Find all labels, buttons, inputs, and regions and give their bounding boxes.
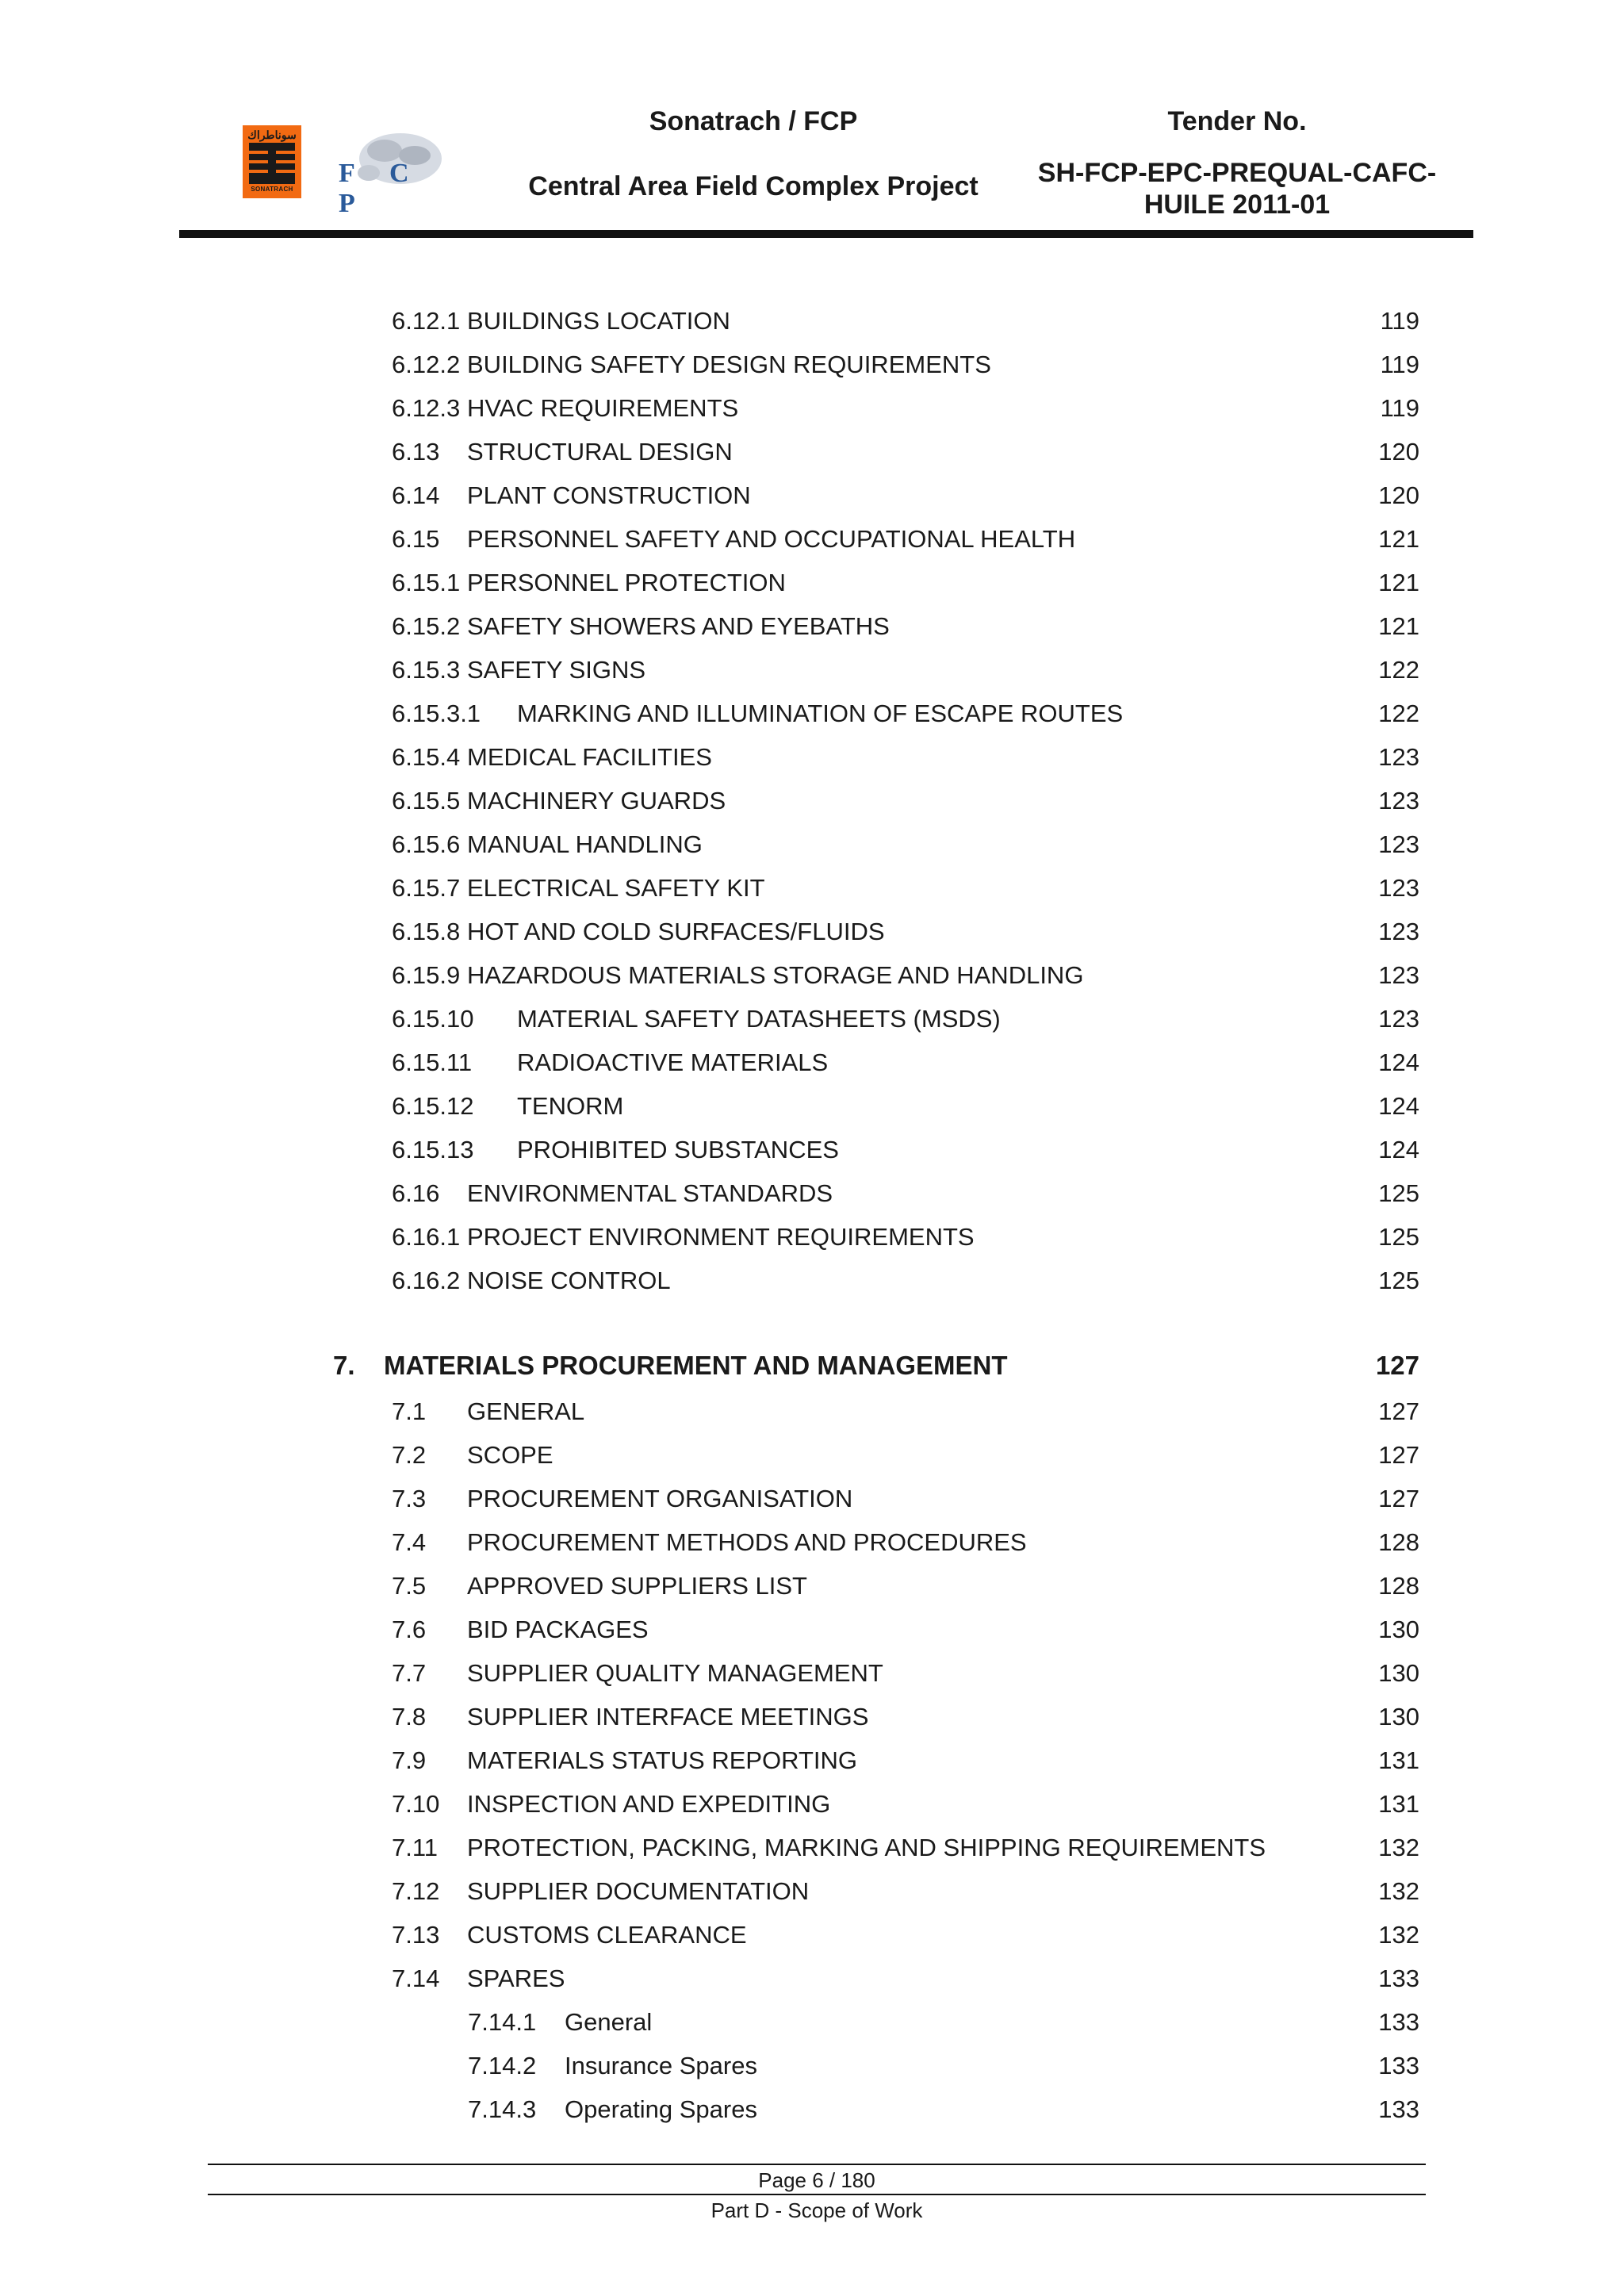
toc-page-number: 130 — [1378, 1703, 1419, 1731]
toc-title: BUILDING SAFETY DESIGN REQUIREMENTS — [467, 351, 991, 378]
toc-row[interactable] — [392, 391, 1419, 426]
sonatrach-emblem-icon — [249, 143, 295, 184]
toc-title: PROJECT ENVIRONMENT REQUIREMENTS — [467, 1223, 975, 1251]
toc-row[interactable] — [392, 1176, 1419, 1211]
toc-page-number: 132 — [1378, 1877, 1419, 1905]
toc-title: ENVIRONMENTAL STANDARDS — [467, 1179, 833, 1207]
toc-page-number: 127 — [1378, 1397, 1419, 1425]
toc-row[interactable] — [392, 1394, 1419, 1429]
toc-row[interactable] — [392, 1089, 1419, 1124]
toc-page-number: 121 — [1378, 525, 1419, 553]
toc-page-number: 132 — [1378, 1921, 1419, 1949]
toc-number: 6.15 — [392, 525, 440, 553]
toc-number: 7.3 — [392, 1485, 427, 1512]
toc-number: 6.15.10 — [392, 1005, 474, 1033]
toc-page-number: 127 — [1378, 1485, 1419, 1512]
toc-page-number: 123 — [1378, 830, 1419, 858]
toc-number: 7.14.1 — [468, 2008, 537, 2036]
toc-row[interactable] — [392, 565, 1419, 600]
toc-title: PERSONNEL PROTECTION — [467, 569, 786, 596]
toc-title: MANUAL HANDLING — [467, 830, 703, 858]
toc-page-number: 123 — [1378, 961, 1419, 989]
toc-title: SAFETY SIGNS — [467, 656, 646, 684]
toc-number: 7.2 — [392, 1441, 427, 1469]
toc-number: 7.11 — [392, 1834, 439, 1861]
toc-page-number: 121 — [1378, 569, 1419, 596]
toc-row[interactable] — [392, 478, 1419, 513]
sonatrach-logo — [243, 125, 301, 198]
toc-row[interactable] — [392, 1874, 1419, 1909]
toc-title: PERSONNEL SAFETY AND OCCUPATIONAL HEALTH — [467, 525, 1076, 553]
toc-title: APPROVED SUPPLIERS LIST — [467, 1572, 807, 1600]
toc-page-number: 123 — [1378, 918, 1419, 945]
toc-title: PROCUREMENT METHODS AND PROCEDURES — [467, 1528, 1027, 1556]
toc-number: 6.15.7 — [392, 874, 461, 902]
toc-row[interactable] — [392, 1133, 1419, 1167]
toc-row[interactable] — [392, 696, 1419, 731]
toc-page-number: 133 — [1378, 2095, 1419, 2123]
toc-row[interactable] — [392, 1612, 1419, 1647]
toc-title: MATERIALS PROCUREMENT AND MANAGEMENT — [384, 1351, 1008, 1380]
toc-number: 6.15.6 — [392, 830, 461, 858]
toc-number: 7.5 — [392, 1572, 427, 1600]
toc-title: MATERIAL SAFETY DATASHEETS (MSDS) — [517, 1005, 1001, 1033]
toc-page-number: 119 — [1380, 394, 1419, 422]
toc-title: MATERIALS STATUS REPORTING — [467, 1746, 858, 1774]
toc-number: 7.14.2 — [468, 2052, 537, 2079]
toc-number: 7.13 — [392, 1921, 440, 1949]
footer-top-rule — [208, 2164, 1426, 2165]
toc-row[interactable] — [392, 1700, 1419, 1734]
toc-page-number: 125 — [1378, 1179, 1419, 1207]
toc-row[interactable] — [392, 1263, 1419, 1298]
toc-page-number: 124 — [1378, 1136, 1419, 1163]
toc-title: PLANT CONSTRUCTION — [467, 481, 751, 509]
toc-page-number: 121 — [1378, 612, 1419, 640]
toc-number: 6.15.3 — [392, 656, 461, 684]
toc-page-number: 128 — [1378, 1528, 1419, 1556]
toc-title: PROTECTION, PACKING, MARKING AND SHIPPING REQUIREMENTS — [467, 1834, 1266, 1861]
toc-row[interactable] — [392, 1569, 1419, 1604]
toc-number: 7.10 — [392, 1790, 440, 1818]
toc-title: SPARES — [467, 1964, 565, 1992]
toc-page-number: 123 — [1378, 874, 1419, 902]
tender-number-line1: SH-FCP-EPC-PREQUAL-CAFC- — [1037, 158, 1437, 188]
toc-number: 6.15.5 — [392, 787, 461, 815]
toc-row[interactable] — [392, 609, 1419, 644]
toc-page-number: 133 — [1378, 2008, 1419, 2036]
toc-row[interactable] — [392, 958, 1419, 993]
toc-page-number: 132 — [1378, 1834, 1419, 1861]
toc-page-number: 127 — [1378, 1441, 1419, 1469]
tender-label: Tender No. — [1167, 106, 1307, 136]
toc-page-number: 131 — [1378, 1790, 1419, 1818]
toc-row[interactable] — [392, 1656, 1419, 1691]
toc-title: MARKING AND ILLUMINATION OF ESCAPE ROUTES — [517, 700, 1124, 727]
toc-title: HVAC REQUIREMENTS — [467, 394, 739, 422]
toc-page-number: 119 — [1380, 307, 1419, 335]
toc-title: SUPPLIER INTERFACE MEETINGS — [467, 1703, 869, 1731]
toc-number: 7.6 — [392, 1616, 427, 1643]
toc-page-number: 122 — [1378, 700, 1419, 727]
toc-number: 7.8 — [392, 1703, 427, 1731]
toc-row[interactable] — [468, 2005, 1419, 2040]
toc-page-number: 133 — [1378, 2052, 1419, 2079]
toc-row[interactable] — [392, 1438, 1419, 1473]
toc-page-number: 128 — [1378, 1572, 1419, 1600]
toc-number: 6.15.12 — [392, 1092, 474, 1120]
toc-page-number: 124 — [1378, 1092, 1419, 1120]
toc-page-number: 120 — [1378, 481, 1419, 509]
toc-number: 6.13 — [392, 438, 440, 466]
tender-number — [1023, 157, 1451, 220]
company-name: Sonatrach / FCP — [649, 106, 858, 136]
toc-number: 6.12.2 — [392, 351, 461, 378]
toc-title: SCOPE — [467, 1441, 553, 1469]
toc-number: 6.15.8 — [392, 918, 461, 945]
toc-page-number: 127 — [1375, 1351, 1419, 1380]
toc-page-number: 123 — [1378, 743, 1419, 771]
toc-number: 6.16.2 — [392, 1267, 461, 1294]
toc-row[interactable] — [468, 2092, 1419, 2127]
toc-title: STRUCTURAL DESIGN — [467, 438, 733, 466]
toc-row[interactable] — [392, 1830, 1419, 1865]
toc-title: NOISE CONTROL — [467, 1267, 671, 1294]
toc-row[interactable] — [392, 871, 1419, 906]
toc-row[interactable] — [392, 1787, 1419, 1822]
fcp-logo-letters: F C P — [339, 159, 423, 218]
toc-number: 7.12 — [392, 1877, 440, 1905]
toc-number: 7.9 — [392, 1746, 427, 1774]
toc-title: HOT AND COLD SURFACES/FLUIDS — [467, 918, 885, 945]
toc-page-number: 119 — [1380, 351, 1419, 378]
header-divider — [179, 230, 1473, 238]
toc-row[interactable] — [392, 304, 1419, 339]
toc-title: BID PACKAGES — [467, 1616, 649, 1643]
toc-row[interactable] — [392, 914, 1419, 949]
toc-page-number: 133 — [1378, 1964, 1419, 1992]
toc-page-number: 125 — [1378, 1267, 1419, 1294]
project-name: Central Area Field Complex Project — [528, 171, 979, 201]
toc-number: 6.15.9 — [392, 961, 461, 989]
toc-row[interactable] — [392, 740, 1419, 775]
toc-number: 7.14 — [392, 1964, 440, 1992]
toc-number: 6.15.2 — [392, 612, 461, 640]
toc-number: 6.15.11 — [392, 1048, 473, 1076]
toc-row[interactable] — [392, 784, 1419, 818]
toc-number: 7. — [333, 1351, 355, 1380]
toc-number: 6.16.1 — [392, 1223, 461, 1251]
toc-number: 6.15.4 — [392, 743, 461, 771]
toc-row[interactable] — [392, 1918, 1419, 1953]
toc-title: GENERAL — [467, 1397, 585, 1425]
toc-page-number: 120 — [1378, 438, 1419, 466]
toc-title: SAFETY SHOWERS AND EYEBATHS — [467, 612, 890, 640]
toc-title: HAZARDOUS MATERIALS STORAGE AND HANDLING — [467, 961, 1084, 989]
toc-number: 6.15.1 — [392, 569, 461, 596]
toc-row[interactable] — [392, 1525, 1419, 1560]
toc-row[interactable] — [392, 1220, 1419, 1255]
toc-row[interactable] — [392, 827, 1419, 862]
toc-page-number: 130 — [1378, 1659, 1419, 1687]
toc-number: 6.15.13 — [392, 1136, 474, 1163]
toc-page-number: 123 — [1378, 787, 1419, 815]
toc-title: Operating Spares — [565, 2095, 757, 2123]
toc-number: 7.4 — [392, 1528, 427, 1556]
toc-number: 6.15.3.1 — [392, 700, 481, 727]
toc-title: PROCUREMENT ORGANISATION — [467, 1485, 853, 1512]
toc-number: 6.16 — [392, 1179, 440, 1207]
toc-number: 7.14.3 — [468, 2095, 537, 2123]
toc-title: Insurance Spares — [565, 2052, 757, 2079]
toc-number: 6.14 — [392, 481, 440, 509]
toc-page-number: 130 — [1378, 1616, 1419, 1643]
toc-title: SUPPLIER QUALITY MANAGEMENT — [467, 1659, 883, 1687]
toc-number: 6.12.3 — [392, 394, 461, 422]
toc-number: 7.1 — [392, 1397, 427, 1425]
toc-title: INSPECTION AND EXPEDITING — [467, 1790, 831, 1818]
toc-title: CUSTOMS CLEARANCE — [467, 1921, 747, 1949]
toc-row[interactable] — [392, 435, 1419, 470]
footer-bottom-rule — [208, 2194, 1426, 2195]
toc-row[interactable] — [392, 1961, 1419, 1996]
footer-page-number: Page 6 / 180 — [758, 2168, 875, 2192]
sonatrach-logo-arabic: سوناطراك — [247, 128, 297, 141]
toc-title: MACHINERY GUARDS — [467, 787, 726, 815]
toc-page-number: 131 — [1378, 1746, 1419, 1774]
toc-page-number: 125 — [1378, 1223, 1419, 1251]
toc-title: RADIOACTIVE MATERIALS — [517, 1048, 829, 1076]
toc-title: SUPPLIER DOCUMENTATION — [467, 1877, 810, 1905]
toc-title: ELECTRICAL SAFETY KIT — [467, 874, 765, 902]
footer-part-label: Part D - Scope of Work — [710, 2198, 923, 2222]
tender-number-line2: HUILE 2011-01 — [1143, 190, 1331, 220]
toc-title: MEDICAL FACILITIES — [467, 743, 712, 771]
toc-row[interactable] — [392, 1045, 1419, 1080]
fcp-logo — [329, 127, 448, 218]
toc-title: PROHIBITED SUBSTANCES — [517, 1136, 839, 1163]
toc-row[interactable] — [392, 347, 1419, 382]
toc-title: TENORM — [517, 1092, 624, 1120]
toc-page-number: 123 — [1378, 1005, 1419, 1033]
page-header — [0, 0, 1624, 238]
toc-page-number: 124 — [1378, 1048, 1419, 1076]
toc-row[interactable] — [392, 522, 1419, 557]
sonatrach-logo-latin: SONATRACH — [251, 186, 293, 193]
toc-title: BUILDINGS LOCATION — [467, 307, 730, 335]
toc-row[interactable] — [468, 2049, 1419, 2083]
toc-row[interactable] — [392, 1002, 1419, 1037]
toc-number: 7.7 — [392, 1659, 427, 1687]
toc-number: 6.12.1 — [392, 307, 461, 335]
toc-page-number: 122 — [1378, 656, 1419, 684]
toc-chapter-row[interactable] — [333, 1348, 1419, 1383]
toc-row[interactable] — [392, 1743, 1419, 1778]
toc-row[interactable] — [392, 653, 1419, 688]
toc-title: General — [565, 2008, 653, 2036]
toc-row[interactable] — [392, 1481, 1419, 1516]
